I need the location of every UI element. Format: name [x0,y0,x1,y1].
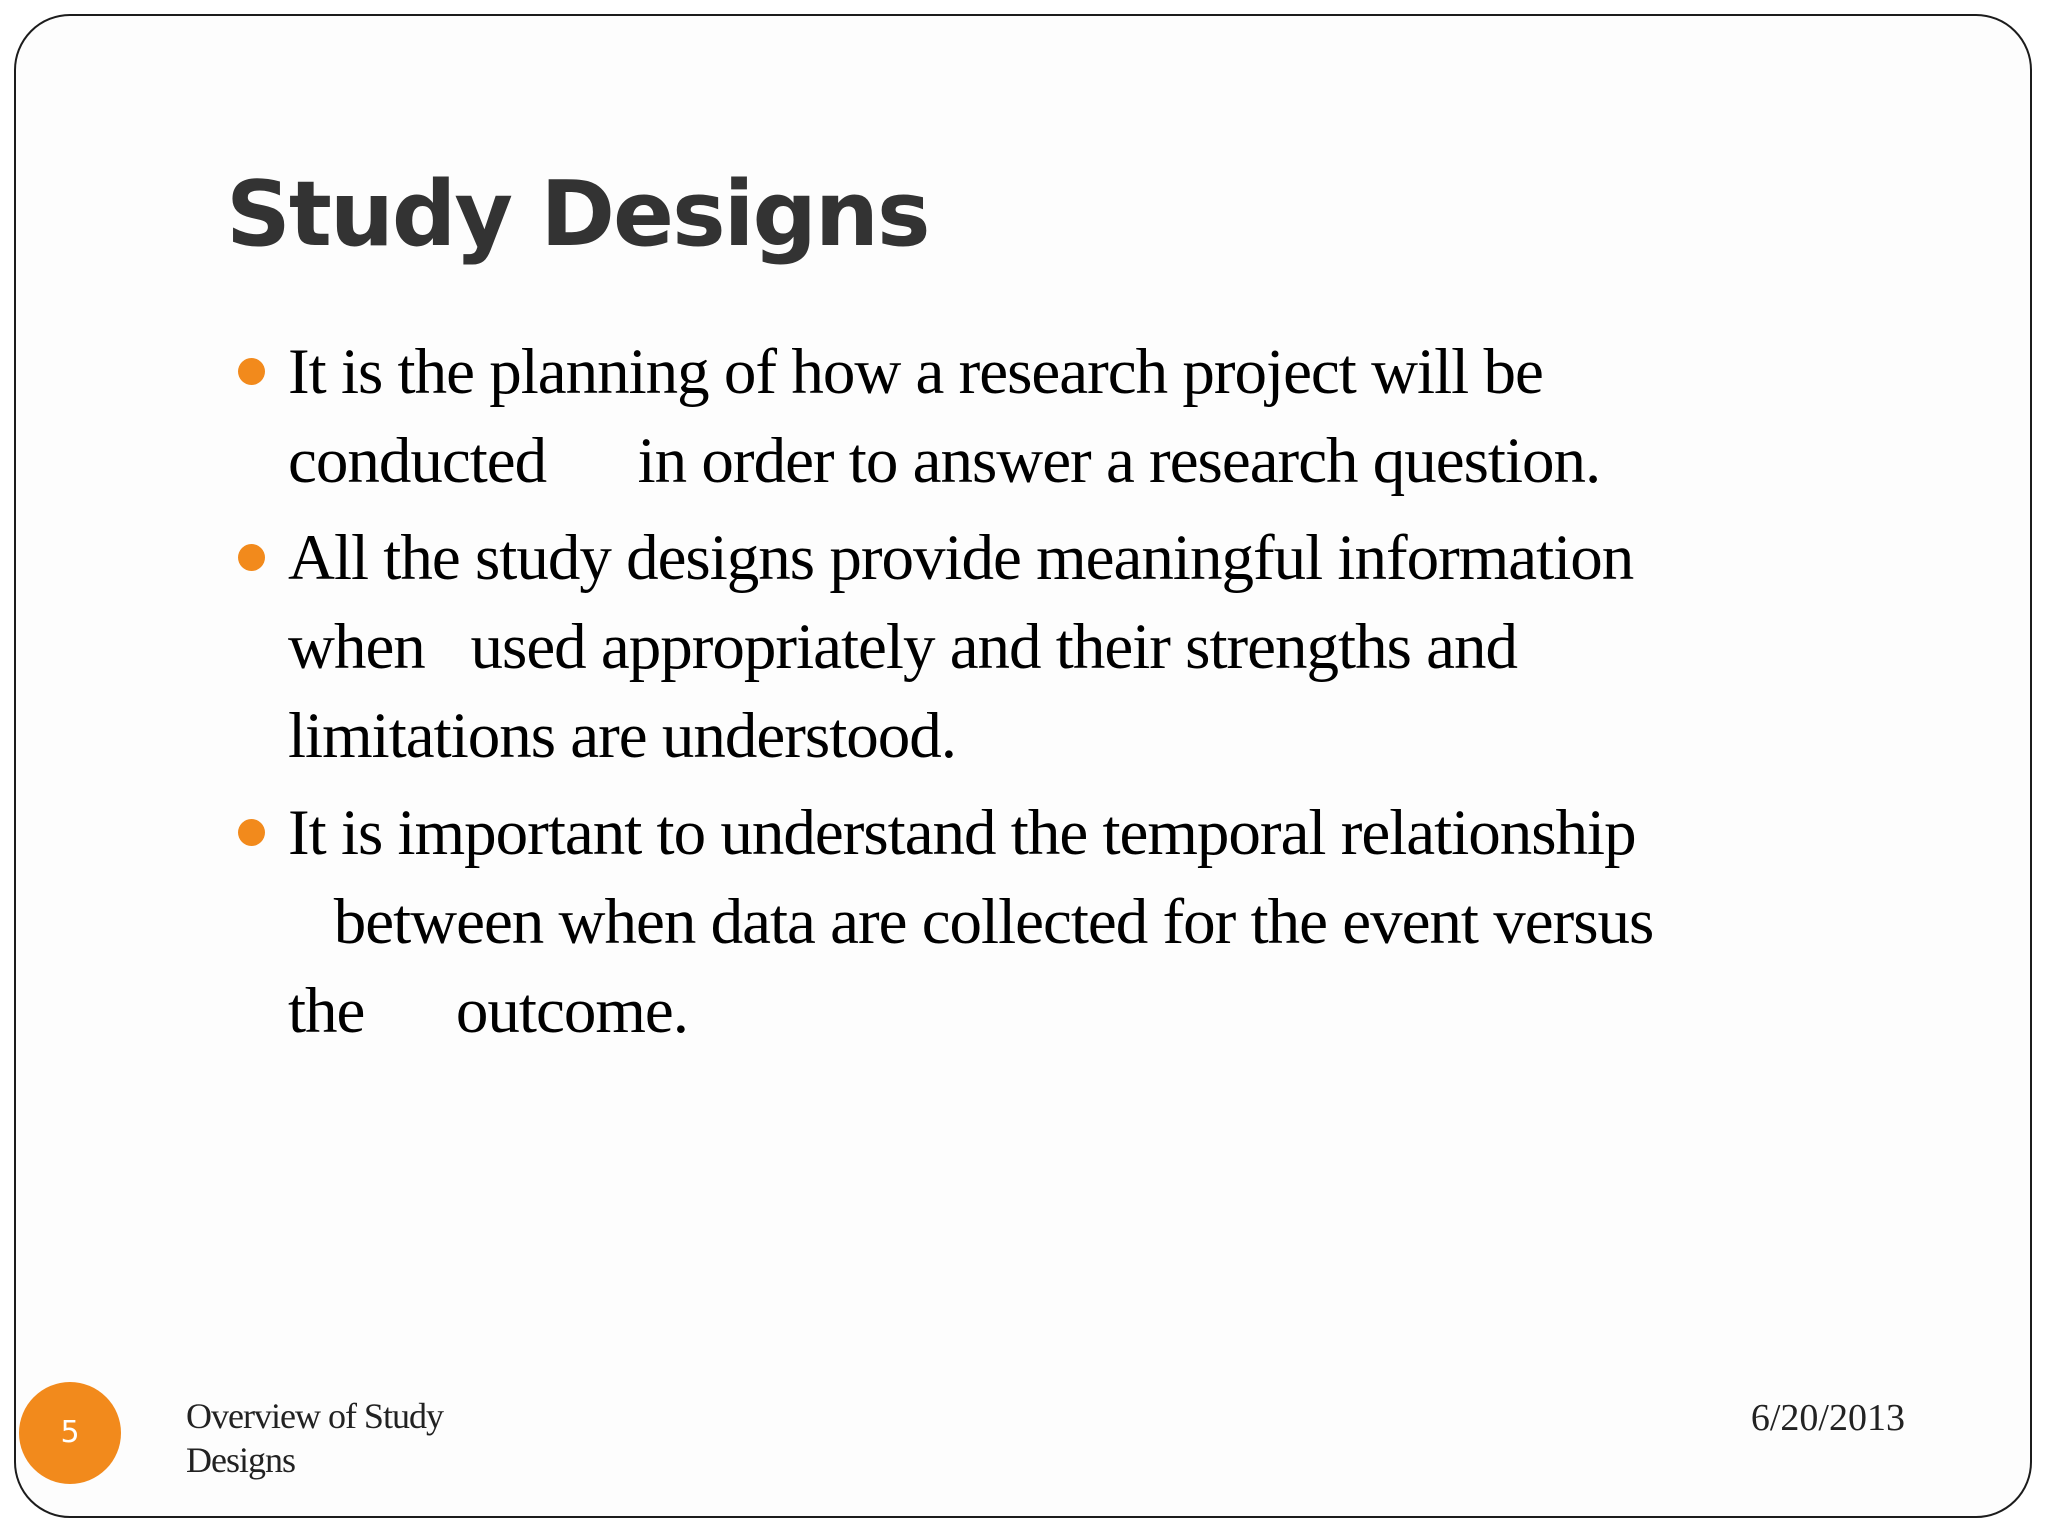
bullet-line: when used appropriately and their strengths and [288,611,1517,683]
bullet-line: It is important to understand the temporal relationship [288,797,1636,869]
bullet-list [236,328,1816,1064]
bullet-item [236,328,1816,506]
page-number-badge: 5 [19,1382,121,1484]
footer-date: 6/20/2013 [1750,1397,1905,1439]
bullet-line: conducted in order to answer a research question. [288,425,1601,497]
bullet-dot-icon [238,544,265,571]
bullet-line: All the study designs provide meaningful information [288,522,1634,594]
bullet-line: limitations are understood. [288,700,957,772]
bullet-line: It is the planning of how a research project will be [288,336,1543,408]
slide-title: Study Designs [226,162,929,267]
bullet-line: the outcome. [288,975,688,1047]
bullet-item [236,514,1816,781]
bullet-line: between when data are collected for the event versus [288,886,1654,958]
footer-title: Overview of Study Designs [186,1396,443,1480]
bullet-item [236,789,1816,1056]
bullet-dot-icon [238,358,265,385]
bullet-dot-icon [238,819,265,846]
